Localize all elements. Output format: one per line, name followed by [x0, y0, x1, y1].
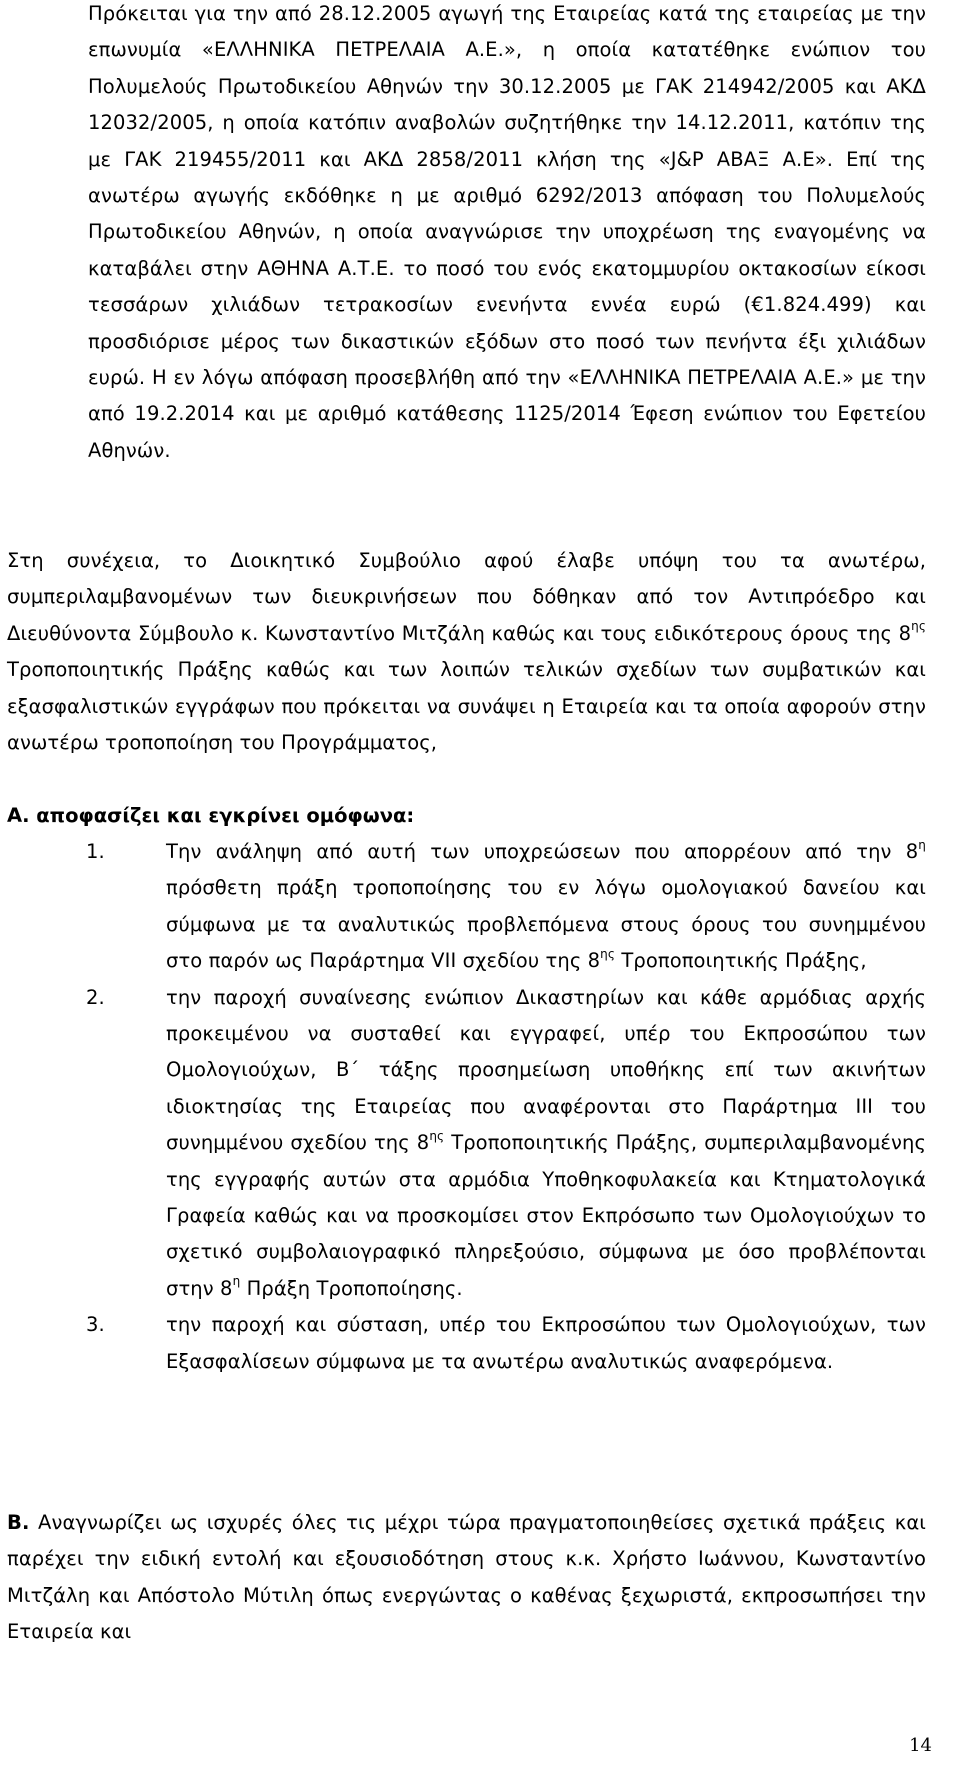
page-number: 14 — [909, 1735, 932, 1756]
text-segment: Την ανάληψη από αυτή των υποχρεώσεων που απορρέουν από την 8 — [166, 840, 919, 863]
list-number: 3. — [86, 1313, 105, 1337]
text-segment: την παροχή και σύσταση, υπέρ του Εκπροσώπου των Ομολογιούχων, των Εξασφαλίσεων σύμφωνα με τα ανωτέρω αναλυτικώς αναφερόμενα. — [166, 1313, 926, 1373]
ordinal-superscript: ης — [429, 1128, 445, 1143]
list-item-text — [166, 834, 926, 980]
text-segment: Τροποποιητικής Πράξης, συμπεριλαμβανομένης της εγγραφής αυτών στα αρμόδια Υποθηκοφυλακεία και Κτηματολογικά Γραφεία καθώς και να προσκομίσει στον Εκπρόσωπο των Ομολογιούχων το σχετικό συμβολαιογραφικό πληρεξούσιο, σύμφωνα με όσο προβλέπονται στην 8 — [166, 1131, 926, 1300]
section-b-paragraph — [7, 1505, 926, 1651]
text-segment: πρόσθετη πράξη τροποποίησης του εν λόγω ομολογιακού δανείου και σύμφωνα με τα αναλυτικώς προβλεπόμενα στους όρους του συνημμένου στο παρόν ως Παράρτημα VII σχεδίου της 8 — [166, 876, 926, 973]
text-segment: την παροχή συναίνεσης ενώπιον Δικαστηρίων και κάθε αρμόδιας αρχής προκειμένου να συσταθεί και εγγραφεί, υπέρ του Εκπροσώπου των Ομολογιούχων, Β΄ τάξης προσημείωση υποθήκης επί των ακινήτων ιδιοκτησίας της Εταιρείας που αναφέρονται στο Παράρτημα ΙΙΙ του συνημμένου σχεδίου της 8 — [166, 985, 926, 1155]
list-item — [7, 1307, 926, 1380]
section-b-label: Β. — [7, 1511, 30, 1534]
text-segment: Τροποποιητικής Πράξης, — [615, 949, 867, 973]
ordinal-superscript: ης — [600, 946, 616, 961]
list-item — [7, 834, 926, 980]
paragraph-lawsuit-details: Πρόκειται για την από 28.12.2005 αγωγή της Εταιρείας κατά της εταιρείας με την επωνυμία «ΕΛΛΗΝΙΚΑ ΠΕΤΡΕΛΑΙΑ Α.Ε.», η οποία κατατέθηκε ενώπιον του Πολυμελούς Πρωτοδικείου Αθηνών την 30.12.2005 με ΓΑΚ 214942/2005 και ΑΚΔ 12032/2005, η οποία κατόπιν αναβολών συζητήθηκε την 14.12.2011, κατόπιν της με ΓΑΚ 219455/2011 και ΑΚΔ 2858/2011 κλήση της «J&P ΑΒΑΞ Α.Ε». Επί της ανωτέρω αγωγής εκδόθηκε η με αριθμό 6292/2013 απόφαση του Πολυμελούς Πρωτοδικείου Αθηνών, η οποία αναγνώρισε την υποχρέωση της εναγομένης να καταβάλει στην ΑΘΗΝΑ Α.Τ.Ε. το ποσό του ενός εκατομμυρίου οκτακοσίων είκοσι τεσσάρων χιλιάδων τετρακοσίων ενενήντα εννέα ευρώ (€1.824.499) και προσδιόρισε μέρος των δικαστικών εξόδων στο ποσό των πενήντα έξι χιλιάδων ευρώ. Η εν λόγω απόφαση προσεβλήθη από την «ΕΛΛΗΝΙΚΑ ΠΕΤΡΕΛΑΙΑ Α.Ε.» με την από 19.2.2014 και με αριθμό κατάθεσης 1125/2014 Έφεση ενώπιον του Εφετείου Αθηνών. — [88, 2, 926, 462]
list-number: 2. — [86, 985, 105, 1009]
paragraph-board-resolution-intro — [7, 543, 926, 761]
resolution-list — [7, 834, 926, 1380]
text-segment: Αναγνωρίζει ως ισχυρές όλες τις μέχρι τώρα πραγματοποιηθείσες σχετικά πράξεις και παρέχει την ειδική εντολή και εξουσιοδότηση στους κ.κ. Χρήστο Ιωάννου, Κωνσταντίνο Μιτζάλη και Απόστολο Μύτιλη όπως ενεργώντας ο καθένας ξεχωριστά, εκπροσωπήσει την Εταιρεία και — [7, 1511, 926, 1644]
section-a-heading: Α. αποφασίζει και εγκρίνει ομόφωνα: — [7, 804, 415, 827]
text-segment: Τροποποιητικής Πράξης καθώς και των λοιπών τελικών σχεδίων των συμβατικών και εξασφαλιστικών εγγράφων που πρόκειται να συνάψει η Εταιρεία και τα οποία αφορούν στην ανωτέρω τροποποίηση του Προγράμματος, — [7, 658, 926, 755]
list-item-text — [166, 1307, 926, 1380]
ordinal-superscript: η — [918, 837, 926, 852]
ordinal-superscript: η — [232, 1274, 241, 1289]
list-number: 1. — [86, 840, 105, 863]
list-item — [7, 980, 926, 1308]
text-segment: Στη συνέχεια, το Διοικητικό Συμβούλιο αφού έλαβε υπόψη του τα ανωτέρω, συμπεριλαμβανομένων των διευκρινήσεων που δόθηκαν από τον Αντιπρόεδρο και Διευθύνοντα Σύμβουλο κ. Κωνσταντίνο Μιτζάλη καθώς και τους ειδικότερους όρους της 8 — [7, 549, 926, 645]
list-item-text — [166, 980, 926, 1308]
text-segment: Πράξη Τροποποίησης. — [240, 1276, 463, 1300]
ordinal-superscript: ης — [911, 619, 926, 634]
